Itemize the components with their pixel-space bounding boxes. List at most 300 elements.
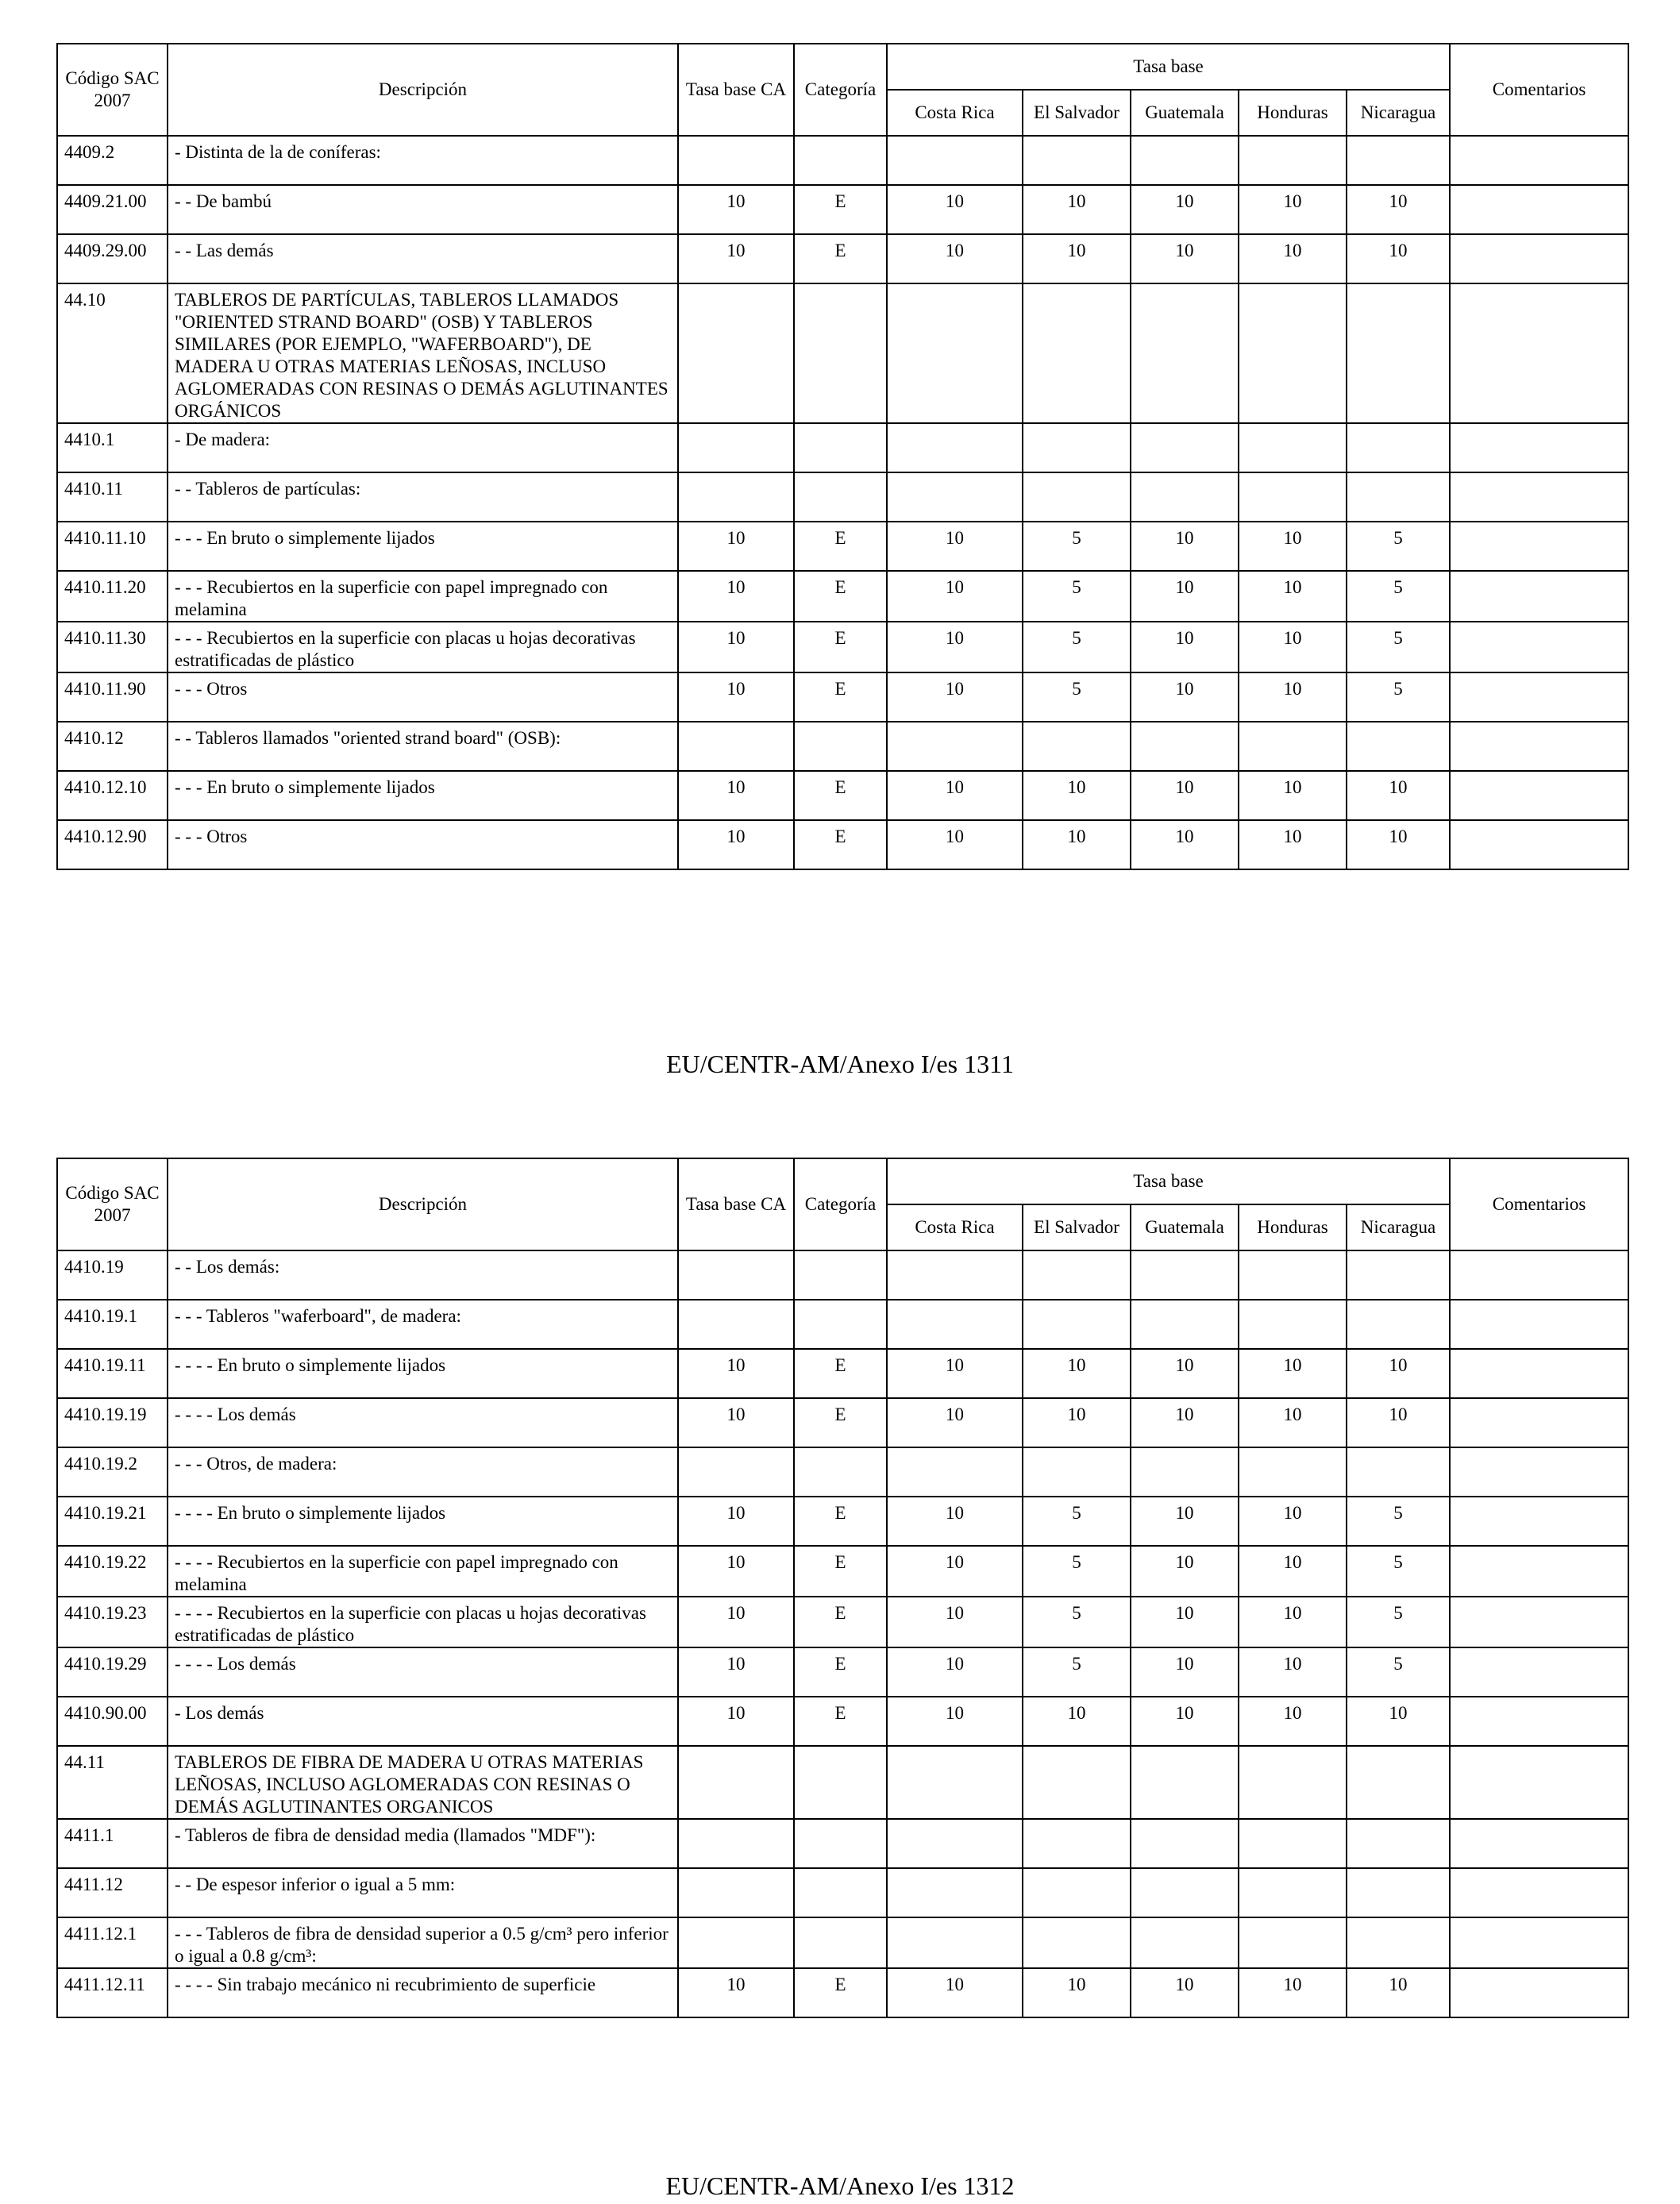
comments-cell [1450,1697,1628,1746]
honduras-cell: 10 [1239,1968,1347,2017]
code-cell: 4410.12 [57,722,168,771]
base-rate-ca-cell: 10 [678,1597,794,1647]
header-base-rate-ca: Tasa base CA [678,1158,794,1250]
base-rate-ca-cell: 10 [678,622,794,672]
costa-rica-cell [887,136,1023,185]
category-cell: E [794,234,887,283]
page-footer: EU/CENTR-AM/Anexo I/es 1311 [666,1050,1014,1078]
nicaragua-cell: 10 [1347,1349,1450,1398]
nicaragua-cell [1347,472,1450,522]
table-row [57,1300,1628,1349]
header-base-rate: Tasa base [887,44,1450,90]
honduras-cell: 10 [1239,1497,1347,1546]
guatemala-cell: 10 [1131,522,1239,571]
description-cell: - - - Tableros "waferboard", de madera: [168,1300,678,1349]
el-salvador-cell: 5 [1023,622,1131,672]
el-salvador-cell: 10 [1023,234,1131,283]
nicaragua-cell: 5 [1347,571,1450,622]
guatemala-cell [1131,1917,1239,1968]
base-rate-ca-cell: 10 [678,1697,794,1746]
base-rate-ca-cell: 10 [678,1546,794,1597]
category-cell: E [794,571,887,622]
honduras-cell: 10 [1239,1697,1347,1746]
header-costa-rica: Costa Rica [887,90,1023,136]
description-cell: - - - Otros [168,672,678,722]
nicaragua-cell [1347,136,1450,185]
category-cell: E [794,1546,887,1597]
el-salvador-cell [1023,283,1131,423]
table-row [57,185,1628,234]
guatemala-cell: 10 [1131,672,1239,722]
costa-rica-cell: 10 [887,185,1023,234]
category-cell [794,1917,887,1968]
header-guatemala: Guatemala [1131,1204,1239,1250]
guatemala-cell: 10 [1131,1349,1239,1398]
table-row [57,1497,1628,1546]
comments-cell [1450,1349,1628,1398]
tariff-table [56,43,1629,870]
base-rate-ca-cell: 10 [678,1647,794,1697]
costa-rica-cell: 10 [887,1968,1023,2017]
table-row [57,1968,1628,2017]
base-rate-ca-cell: 10 [678,1497,794,1546]
costa-rica-cell: 10 [887,1546,1023,1597]
honduras-cell: 10 [1239,185,1347,234]
guatemala-cell: 10 [1131,185,1239,234]
comments-cell [1450,622,1628,672]
table-row [57,722,1628,771]
guatemala-cell: 10 [1131,771,1239,820]
comments-cell [1450,672,1628,722]
nicaragua-cell: 10 [1347,185,1450,234]
category-cell: E [794,1597,887,1647]
code-cell: 4410.19.21 [57,1497,168,1546]
description-cell: - - - - Recubiertos en la superficie con placas u hojas decorativas estratificadas de plástico [168,1597,678,1647]
el-salvador-cell [1023,1746,1131,1819]
el-salvador-cell: 10 [1023,1398,1131,1447]
code-cell: 4410.90.00 [57,1697,168,1746]
table-row [57,234,1628,283]
honduras-cell: 10 [1239,672,1347,722]
base-rate-ca-cell [678,1868,794,1917]
honduras-cell: 10 [1239,234,1347,283]
header-honduras: Honduras [1239,1204,1347,1250]
comments-cell [1450,1819,1628,1868]
honduras-cell [1239,1746,1347,1819]
description-cell: - - - - En bruto o simplemente lijados [168,1497,678,1546]
category-cell [794,1447,887,1497]
category-cell [794,423,887,472]
header-costa-rica: Costa Rica [887,1204,1023,1250]
code-cell: 4410.19.2 [57,1447,168,1497]
el-salvador-cell: 5 [1023,1597,1131,1647]
guatemala-cell [1131,722,1239,771]
guatemala-cell: 10 [1131,1497,1239,1546]
costa-rica-cell [887,1746,1023,1819]
honduras-cell [1239,423,1347,472]
comments-cell [1450,1546,1628,1597]
guatemala-cell [1131,1447,1239,1497]
description-cell: - - Los demás: [168,1250,678,1300]
costa-rica-cell [887,722,1023,771]
guatemala-cell [1131,423,1239,472]
page-footer: EU/CENTR-AM/Anexo I/es 1312 [665,2171,1015,2200]
honduras-cell: 10 [1239,522,1347,571]
code-cell: 4409.21.00 [57,185,168,234]
table-row [57,1597,1628,1647]
category-cell: E [794,1398,887,1447]
header-nicaragua: Nicaragua [1347,90,1450,136]
nicaragua-cell [1347,1868,1450,1917]
category-cell [794,472,887,522]
costa-rica-cell: 10 [887,672,1023,722]
table-row [57,1917,1628,1968]
header-comments: Comentarios [1450,44,1628,136]
el-salvador-cell: 5 [1023,672,1131,722]
category-cell: E [794,622,887,672]
category-cell: E [794,820,887,869]
base-rate-ca-cell [678,136,794,185]
base-rate-ca-cell [678,1250,794,1300]
honduras-cell: 10 [1239,622,1347,672]
description-cell: - Los demás [168,1697,678,1746]
costa-rica-cell [887,283,1023,423]
table-body [57,1250,1628,2017]
comments-cell [1450,1868,1628,1917]
guatemala-cell: 10 [1131,234,1239,283]
costa-rica-cell: 10 [887,522,1023,571]
honduras-cell [1239,1250,1347,1300]
category-cell [794,136,887,185]
category-cell: E [794,522,887,571]
category-cell [794,1300,887,1349]
description-cell: - - Tableros llamados "oriented strand board" (OSB): [168,722,678,771]
table-row [57,1819,1628,1868]
comments-cell [1450,185,1628,234]
base-rate-ca-cell [678,1447,794,1497]
code-cell: 4410.19.23 [57,1597,168,1647]
header-code: Código SAC 2007 [57,1158,168,1250]
nicaragua-cell: 5 [1347,622,1450,672]
code-cell: 4409.2 [57,136,168,185]
tariff-table [56,1158,1629,2018]
base-rate-ca-cell: 10 [678,672,794,722]
costa-rica-cell [887,1819,1023,1868]
costa-rica-cell: 10 [887,820,1023,869]
guatemala-cell [1131,1300,1239,1349]
code-cell: 4410.12.10 [57,771,168,820]
base-rate-ca-cell [678,1917,794,1968]
table-row [57,1647,1628,1697]
base-rate-ca-cell: 10 [678,1398,794,1447]
category-cell [794,283,887,423]
table-row [57,571,1628,622]
description-cell: - - - - Sin trabajo mecánico ni recubrimiento de superficie [168,1968,678,2017]
description-cell: - - Tableros de partículas: [168,472,678,522]
category-cell: E [794,1968,887,2017]
table-row [57,1349,1628,1398]
nicaragua-cell [1347,423,1450,472]
category-cell [794,722,887,771]
comments-cell [1450,1497,1628,1546]
guatemala-cell: 10 [1131,1697,1239,1746]
guatemala-cell [1131,472,1239,522]
honduras-cell: 10 [1239,771,1347,820]
code-cell: 4410.11.30 [57,622,168,672]
category-cell: E [794,185,887,234]
comments-cell [1450,423,1628,472]
table-row [57,423,1628,472]
base-rate-ca-cell [678,472,794,522]
nicaragua-cell: 10 [1347,820,1450,869]
nicaragua-cell: 5 [1347,1546,1450,1597]
el-salvador-cell: 10 [1023,1349,1131,1398]
description-cell: - Distinta de la de coníferas: [168,136,678,185]
description-cell: - - - Recubiertos en la superficie con papel impregnado con melamina [168,571,678,622]
description-cell: - De madera: [168,423,678,472]
description-cell: - - - En bruto o simplemente lijados [168,771,678,820]
table-row [57,1398,1628,1447]
nicaragua-cell [1347,283,1450,423]
table-row [57,1546,1628,1597]
description-cell: - - - Tableros de fibra de densidad superior a 0.5 g/cm³ pero inferior o igual a 0.8 g/cm³: [168,1917,678,1968]
base-rate-ca-cell: 10 [678,1349,794,1398]
guatemala-cell: 10 [1131,820,1239,869]
header-base-rate-ca: Tasa base CA [678,44,794,136]
nicaragua-cell: 5 [1347,672,1450,722]
code-cell: 4411.12.1 [57,1917,168,1968]
costa-rica-cell: 10 [887,771,1023,820]
code-cell: 4410.11 [57,472,168,522]
nicaragua-cell: 5 [1347,1647,1450,1697]
nicaragua-cell: 5 [1347,522,1450,571]
description-cell: - - Las demás [168,234,678,283]
table-row [57,136,1628,185]
code-cell: 4410.19.11 [57,1349,168,1398]
description-cell: - - - - Recubiertos en la superficie con papel impregnado con melamina [168,1546,678,1597]
guatemala-cell [1131,136,1239,185]
category-cell: E [794,1647,887,1697]
comments-cell [1450,472,1628,522]
honduras-cell: 10 [1239,820,1347,869]
comments-cell [1450,571,1628,622]
base-rate-ca-cell [678,1819,794,1868]
nicaragua-cell: 5 [1347,1597,1450,1647]
el-salvador-cell: 5 [1023,1497,1131,1546]
table-row [57,1697,1628,1746]
honduras-cell: 10 [1239,1597,1347,1647]
table-row [57,1447,1628,1497]
base-rate-ca-cell: 10 [678,571,794,622]
honduras-cell [1239,283,1347,423]
el-salvador-cell [1023,423,1131,472]
costa-rica-cell [887,1250,1023,1300]
category-cell: E [794,672,887,722]
category-cell: E [794,1349,887,1398]
description-cell: TABLEROS DE PARTÍCULAS, TABLEROS LLAMADOS "ORIENTED STRAND BOARD" (OSB) Y TABLEROS SIMILARES (POR EJEMPLO, "WAFERBOARD"), DE MADERA U OTRAS MATERIAS LEÑOSAS, INCLUSO AGLOMERADAS CON RESINAS O DEMÁS AGLUTINANTES ORGÁNICOS [168,283,678,423]
comments-cell [1450,722,1628,771]
nicaragua-cell: 10 [1347,1697,1450,1746]
tariff-page-1312 [56,1158,1628,2018]
table-row [57,522,1628,571]
code-cell: 4410.11.20 [57,571,168,622]
guatemala-cell [1131,1819,1239,1868]
table-row [57,1746,1628,1819]
costa-rica-cell [887,1447,1023,1497]
honduras-cell: 10 [1239,1546,1347,1597]
el-salvador-cell [1023,1300,1131,1349]
nicaragua-cell: 10 [1347,1968,1450,2017]
comments-cell [1450,1647,1628,1697]
guatemala-cell [1131,1746,1239,1819]
nicaragua-cell: 5 [1347,1497,1450,1546]
code-cell: 4410.11.90 [57,672,168,722]
comments-cell [1450,820,1628,869]
table-row [57,672,1628,722]
nicaragua-cell [1347,722,1450,771]
base-rate-ca-cell: 10 [678,1968,794,2017]
comments-cell [1450,1746,1628,1819]
base-rate-ca-cell: 10 [678,820,794,869]
header-guatemala: Guatemala [1131,90,1239,136]
header-base-rate: Tasa base [887,1158,1450,1204]
guatemala-cell: 10 [1131,1597,1239,1647]
el-salvador-cell [1023,1250,1131,1300]
code-cell: 4410.19.19 [57,1398,168,1447]
description-cell: - - - - Los demás [168,1647,678,1697]
description-cell: - - - Recubiertos en la superficie con placas u hojas decorativas estratificadas de plástico [168,622,678,672]
el-salvador-cell [1023,1917,1131,1968]
honduras-cell: 10 [1239,571,1347,622]
nicaragua-cell [1347,1447,1450,1497]
base-rate-ca-cell: 10 [678,522,794,571]
honduras-cell [1239,136,1347,185]
honduras-cell [1239,1917,1347,1968]
guatemala-cell [1131,283,1239,423]
nicaragua-cell [1347,1746,1450,1819]
description-cell: TABLEROS DE FIBRA DE MADERA U OTRAS MATERIAS LEÑOSAS, INCLUSO AGLOMERADAS CON RESINAS O DEMÁS AGLUTINANTES ORGANICOS [168,1746,678,1819]
nicaragua-cell [1347,1917,1450,1968]
el-salvador-cell [1023,722,1131,771]
category-cell: E [794,1497,887,1546]
comments-cell [1450,283,1628,423]
code-cell: 4410.11.10 [57,522,168,571]
comments-cell [1450,1917,1628,1968]
code-cell: 4410.19.1 [57,1300,168,1349]
guatemala-cell: 10 [1131,571,1239,622]
table-row [57,1868,1628,1917]
honduras-cell [1239,472,1347,522]
code-cell: 4410.12.90 [57,820,168,869]
el-salvador-cell: 10 [1023,1968,1131,2017]
code-cell: 4411.12 [57,1868,168,1917]
base-rate-ca-cell [678,423,794,472]
base-rate-ca-cell [678,283,794,423]
el-salvador-cell: 10 [1023,771,1131,820]
comments-cell [1450,771,1628,820]
el-salvador-cell: 10 [1023,820,1131,869]
nicaragua-cell: 10 [1347,1398,1450,1447]
costa-rica-cell: 10 [887,622,1023,672]
table-row [57,472,1628,522]
costa-rica-cell: 10 [887,1398,1023,1447]
nicaragua-cell: 10 [1347,771,1450,820]
honduras-cell: 10 [1239,1398,1347,1447]
table-row [57,622,1628,672]
category-cell [794,1868,887,1917]
category-cell: E [794,771,887,820]
table-body [57,136,1628,869]
nicaragua-cell: 10 [1347,234,1450,283]
el-salvador-cell [1023,136,1131,185]
comments-cell [1450,1300,1628,1349]
code-cell: 4410.1 [57,423,168,472]
honduras-cell [1239,1447,1347,1497]
el-salvador-cell [1023,472,1131,522]
description-cell: - - De bambú [168,185,678,234]
costa-rica-cell: 10 [887,1697,1023,1746]
header-el-salvador: El Salvador [1023,90,1131,136]
comments-cell [1450,1447,1628,1497]
el-salvador-cell: 5 [1023,1647,1131,1697]
description-cell: - - - Otros [168,820,678,869]
costa-rica-cell: 10 [887,234,1023,283]
costa-rica-cell: 10 [887,1647,1023,1697]
header-el-salvador: El Salvador [1023,1204,1131,1250]
el-salvador-cell: 10 [1023,1697,1131,1746]
guatemala-cell [1131,1250,1239,1300]
comments-cell [1450,1597,1628,1647]
guatemala-cell: 10 [1131,622,1239,672]
honduras-cell [1239,722,1347,771]
description-cell: - - De espesor inferior o igual a 5 mm: [168,1868,678,1917]
description-cell: - - - - Los demás [168,1398,678,1447]
el-salvador-cell [1023,1819,1131,1868]
base-rate-ca-cell: 10 [678,185,794,234]
el-salvador-cell: 5 [1023,1546,1131,1597]
costa-rica-cell: 10 [887,1349,1023,1398]
table-row [57,820,1628,869]
nicaragua-cell [1347,1819,1450,1868]
costa-rica-cell [887,1868,1023,1917]
comments-cell [1450,1250,1628,1300]
guatemala-cell [1131,1868,1239,1917]
base-rate-ca-cell [678,1300,794,1349]
code-cell: 44.11 [57,1746,168,1819]
honduras-cell: 10 [1239,1647,1347,1697]
header-nicaragua: Nicaragua [1347,1204,1450,1250]
el-salvador-cell [1023,1447,1131,1497]
costa-rica-cell [887,423,1023,472]
costa-rica-cell [887,472,1023,522]
comments-cell [1450,136,1628,185]
header-code: Código SAC 2007 [57,44,168,136]
table-row [57,283,1628,423]
comments-cell [1450,1968,1628,2017]
honduras-cell [1239,1868,1347,1917]
comments-cell [1450,234,1628,283]
base-rate-ca-cell: 10 [678,771,794,820]
header-description: Descripción [168,44,678,136]
table-row [57,1250,1628,1300]
description-cell: - - - Otros, de madera: [168,1447,678,1497]
honduras-cell [1239,1300,1347,1349]
category-cell [794,1250,887,1300]
header-comments: Comentarios [1450,1158,1628,1250]
costa-rica-cell: 10 [887,1497,1023,1546]
honduras-cell [1239,1819,1347,1868]
code-cell: 4411.12.11 [57,1968,168,2017]
